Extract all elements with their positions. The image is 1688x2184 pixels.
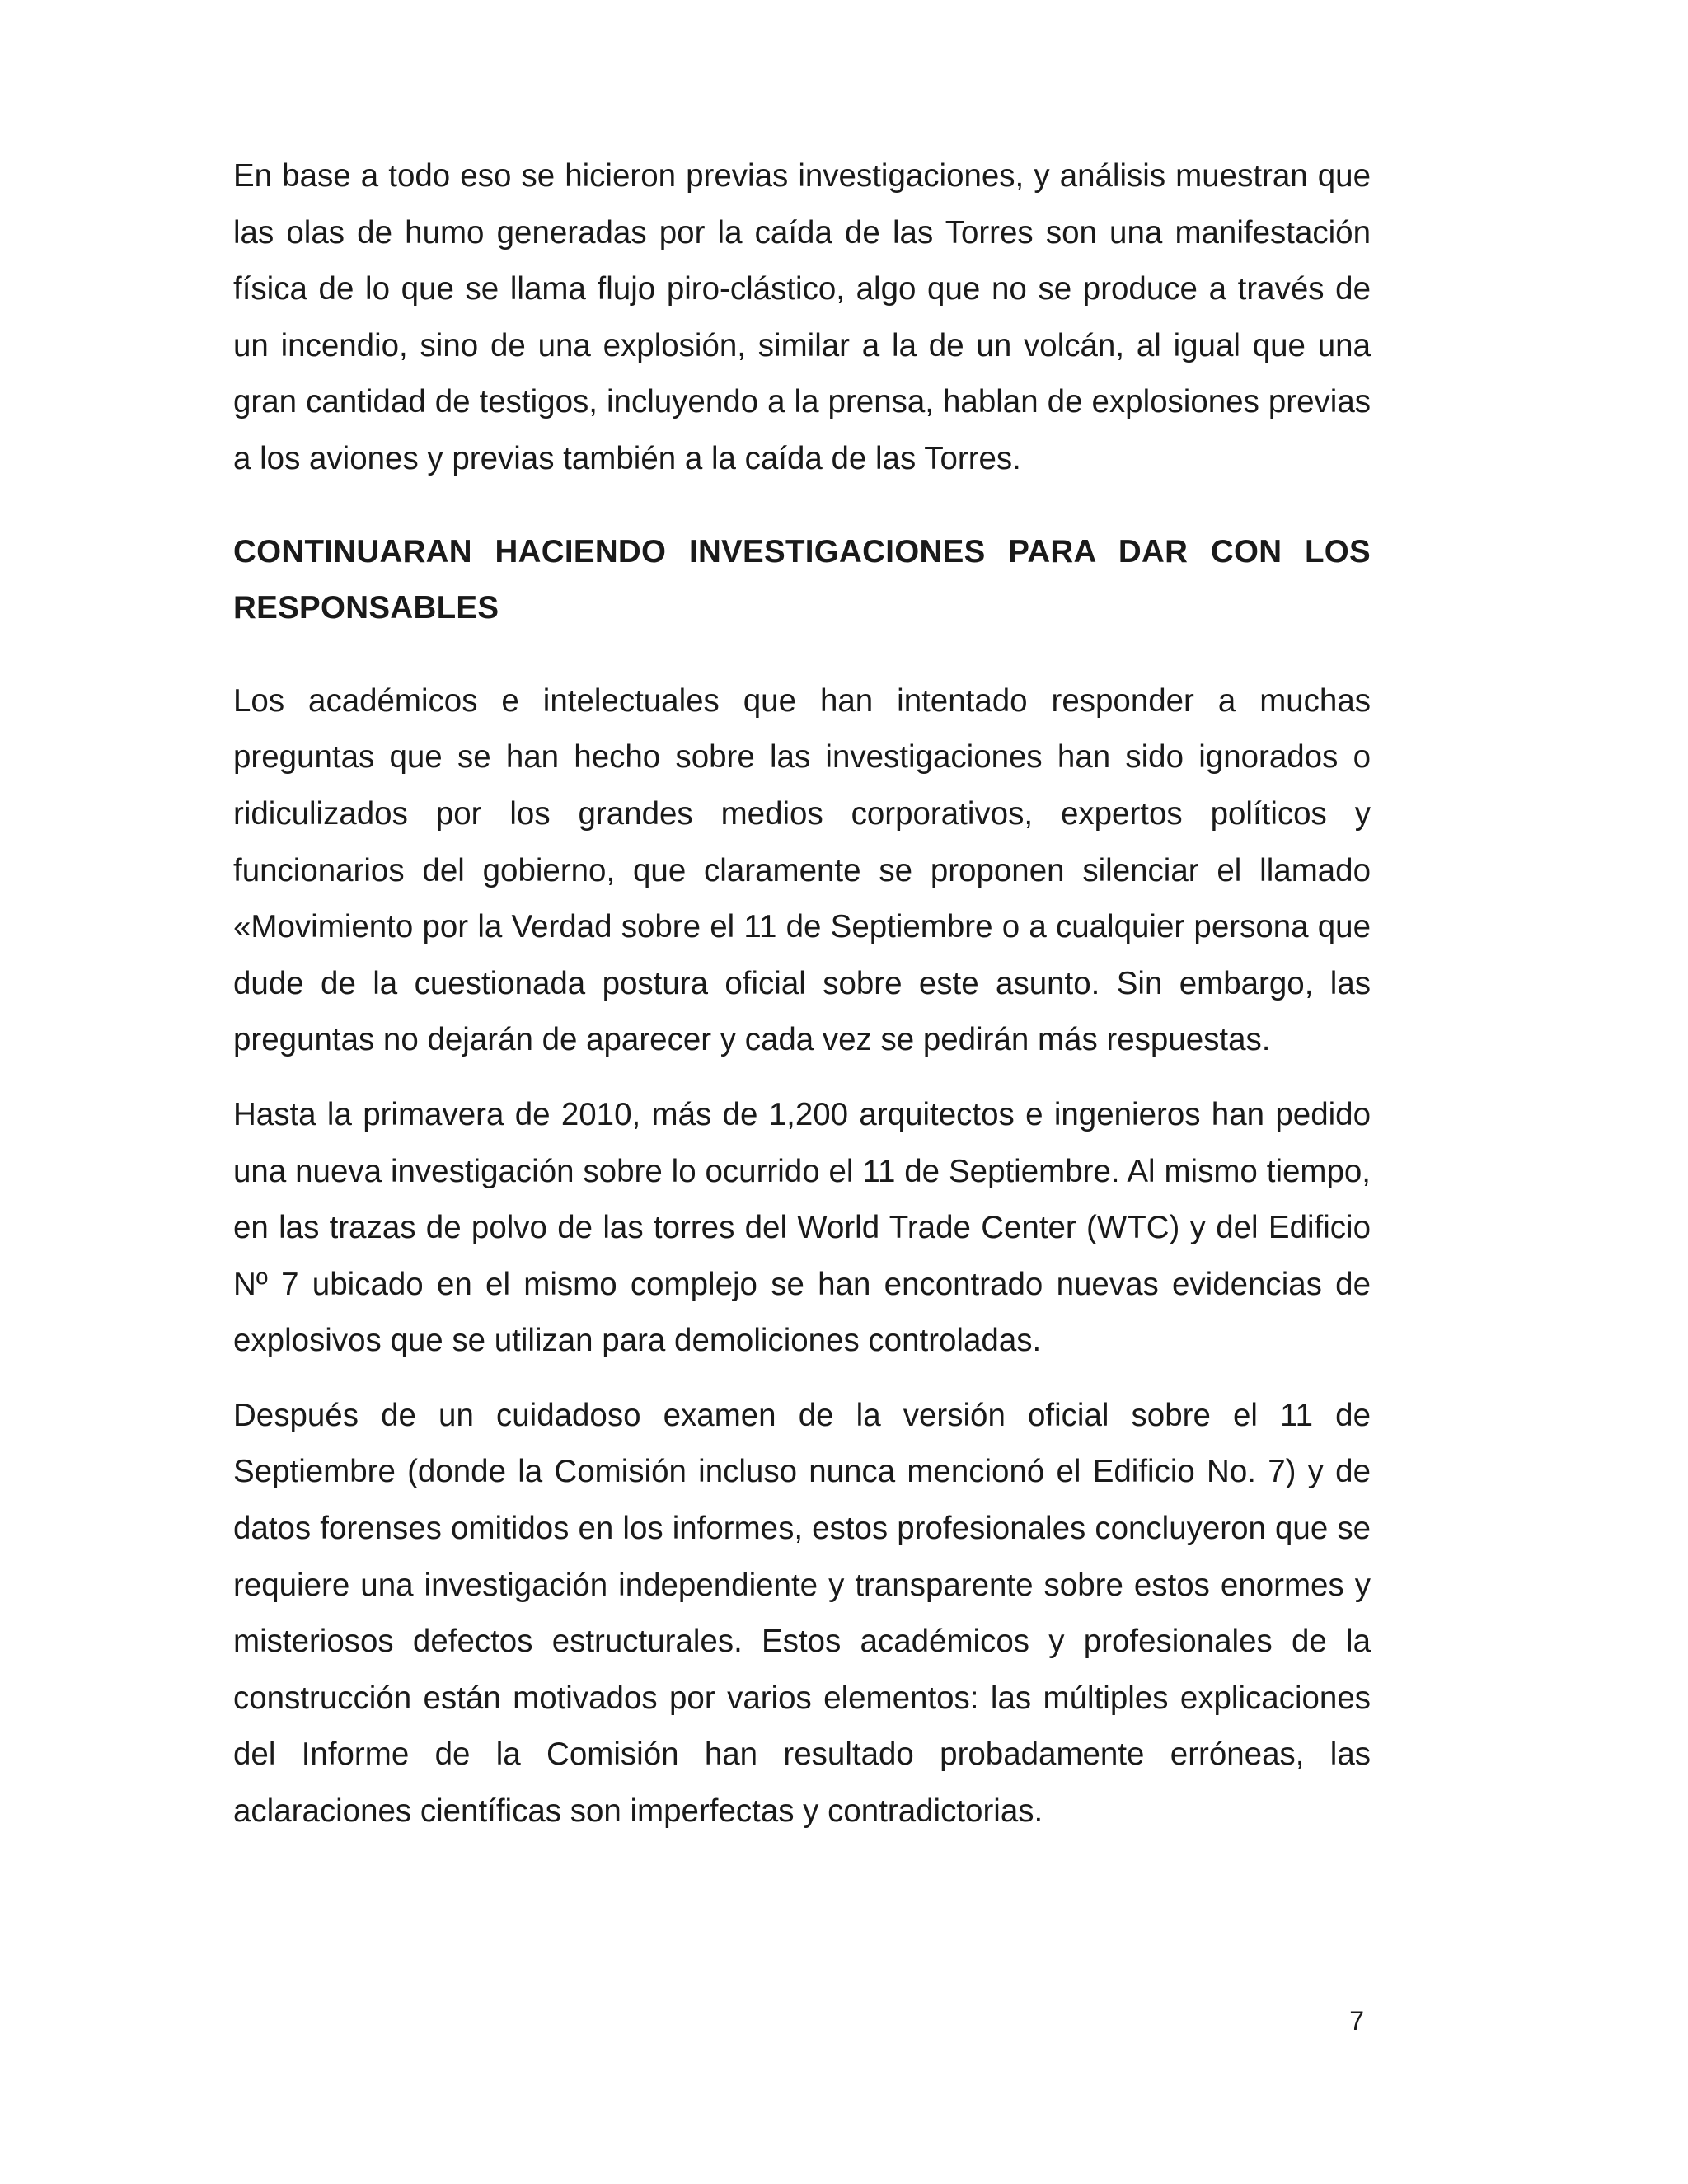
paragraph-1: En base a todo eso se hicieron previas investigaciones, y análisis muestran que las olas de humo generadas por la caída de las Torres son una manifestación física de lo que se llama flujo piro-clástico, algo que no se produce a través de un incendio, sino de una explosión, similar a la de un volcán, al igual que una gran cantidad de testigos, incluyendo a la prensa, hablan de explosiones previas a los aviones y previas también a la caída de las Torres. [233, 158, 1371, 476]
page-number: 7 [1349, 2006, 1364, 2036]
paragraph-2: Los académicos e intelectuales que han intentado responder a muchas preguntas que se han hecho sobre las investigaciones han sido ignorados o ridiculizados por los grandes medios corporativos, expertos políticos y funcionarios del gobierno, que claramente se proponen silenciar el llamado «Movimiento por la Verdad sobre el 11 de Septiembre o a cualquier persona que dude de la cuestionada postura oficial sobre este asunto. Sin embargo, las preguntas no dejarán de aparecer y cada vez se pedirán más respuestas. [233, 682, 1371, 1058]
page-content [233, 148, 1371, 1840]
paragraph-4: Después de un cuidadoso examen de la versión oficial sobre el 11 de Septiembre (donde la Comisión incluso nunca mencionó el Edificio No. 7) y de datos forenses omitidos en los informes, estos profesionales concluyeron que se requiere una investigación independiente y transparente sobre estos enormes y misteriosos defectos estructurales. Estos académicos y profesionales de la construcción están motivados por varios elementos: las múltiples explicaciones del Informe de la Comisión han resultado probadamente erróneas, las aclaraciones científicas son imperfectas y contradictorias. [233, 1397, 1371, 1830]
section-heading: CONTINUARAN HACIENDO INVESTIGACIONES PARA DAR CON LOS RESPONSABLES [233, 533, 1371, 626]
paragraph-3: Hasta la primavera de 2010, más de 1,200 arquitectos e ingenieros han pedido una nueva investigación sobre lo ocurrido el 11 de Septiembre. Al mismo tiempo, en las trazas de polvo de las torres del World Trade Center (WTC) y del Edificio Nº 7 ubicado en el mismo complejo se han encontrado nuevas evidencias de explosivos que se utilizan para demoliciones controladas. [233, 1096, 1371, 1359]
